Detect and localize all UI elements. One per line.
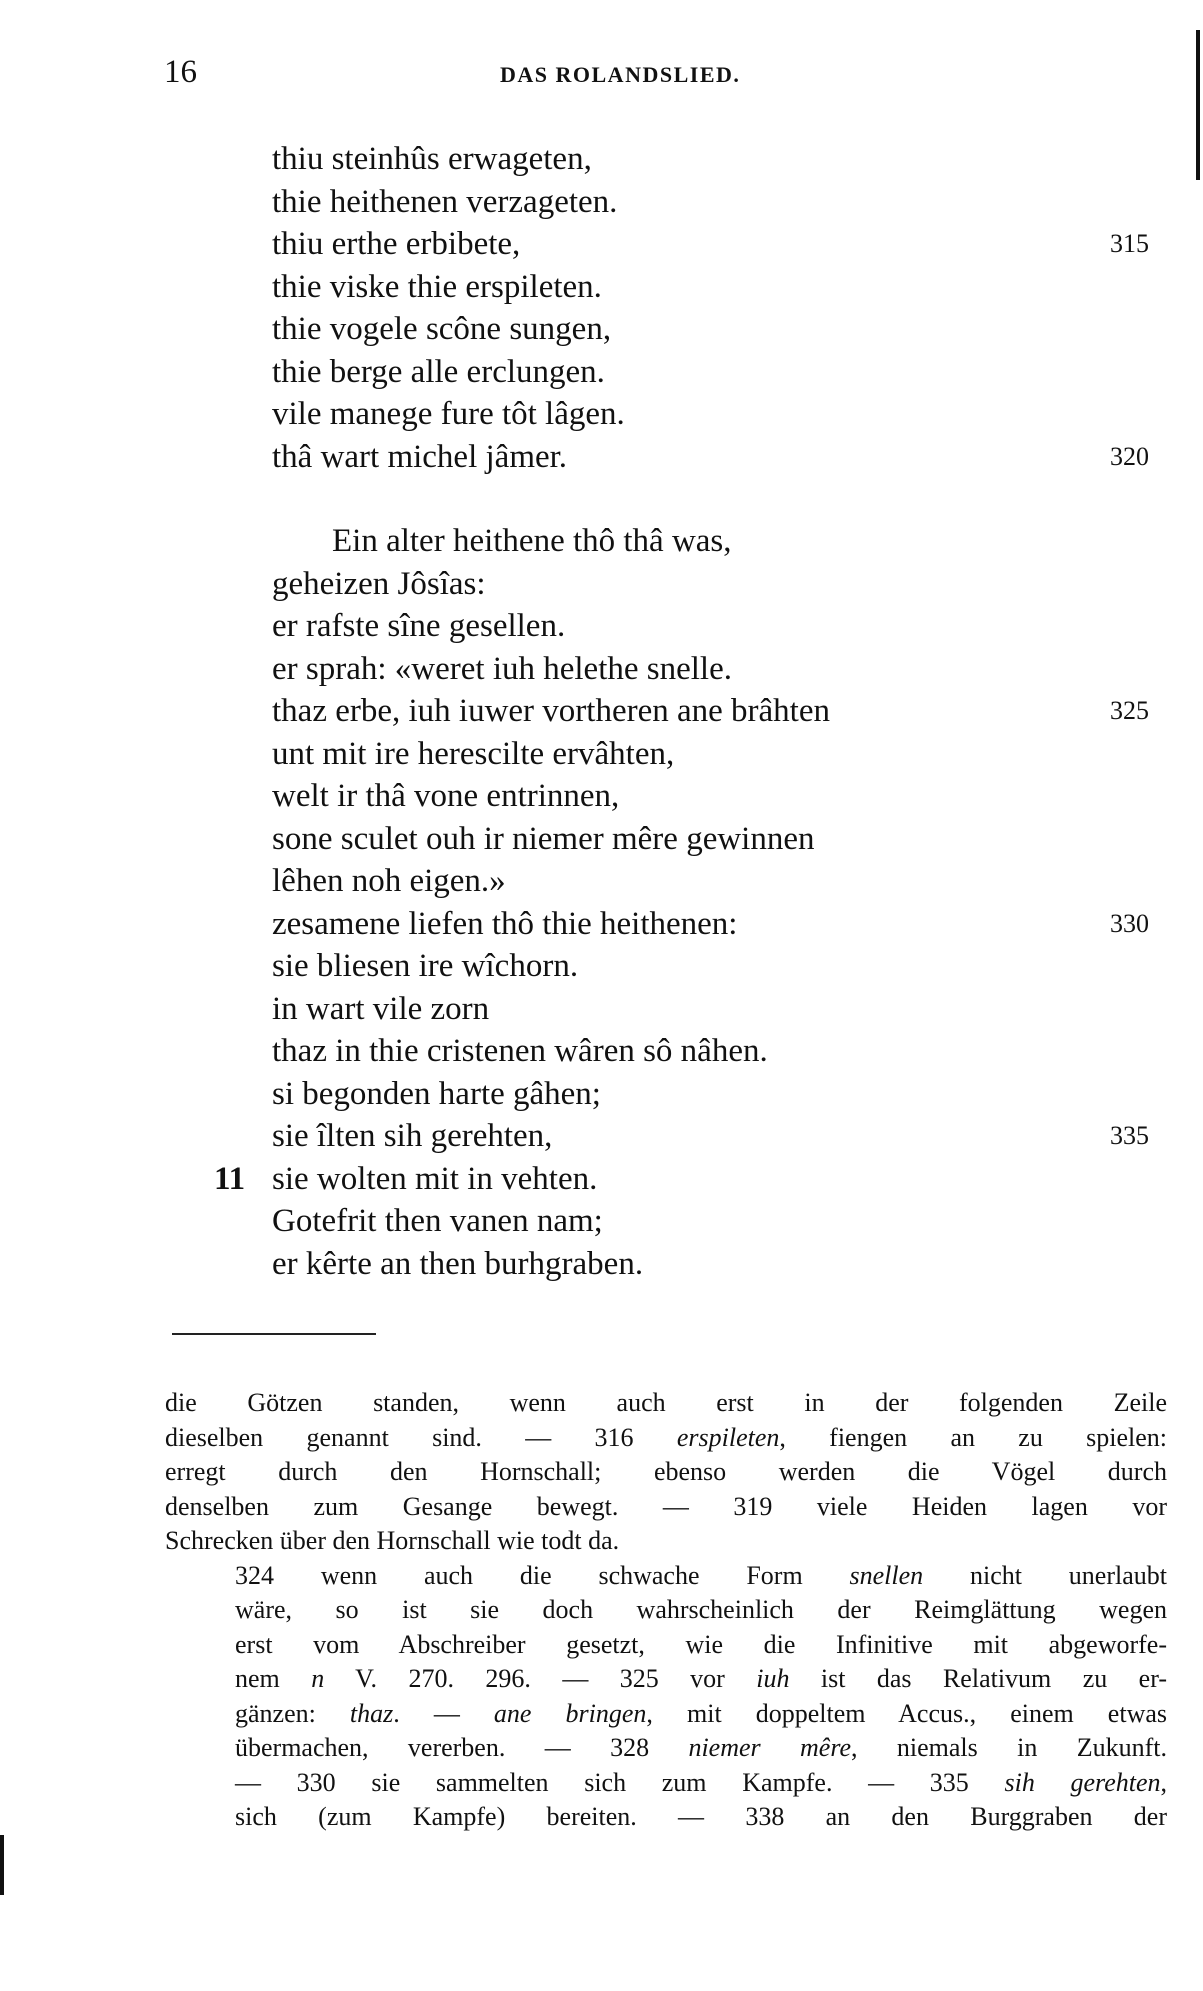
note-line: Schrecken über den Hornschall wie todt da.	[165, 1526, 620, 1555]
verse-text: thie berge alle erclungen.	[272, 353, 605, 390]
verse-line	[0, 1073, 1203, 1115]
page-edge-shadow-bottom	[0, 1835, 4, 1895]
verse-text: er kêrte an then burhgraben.	[272, 1245, 644, 1282]
verse-text: zesamene liefen thô thie heithenen:	[272, 905, 738, 942]
verse-text: unt mit ire herescilte ervâhten,	[272, 735, 675, 772]
verse-line	[0, 138, 1203, 180]
verse-line	[0, 266, 1203, 308]
line-number: 325	[1110, 696, 1149, 725]
verse-line	[0, 563, 1203, 605]
note-line: denselben zum Gesange bewegt. — 319 viele Heiden lagen vor	[165, 1491, 1167, 1521]
commentary-notes	[165, 1386, 1167, 1835]
verse-text: thâ wart michel jâmer.	[272, 438, 568, 475]
note-line: erregt durch den Hornschall; ebenso werden die Vögel durch	[165, 1457, 1167, 1486]
verse-line	[0, 945, 1203, 987]
note-line: — 330 sie sammelten sich zum Kampfe. — 335 sih gerehten,	[235, 1767, 1167, 1797]
margin-marker: 11	[214, 1160, 246, 1197]
verse-text: thaz erbe, iuh iuwer vortheren ane brâhten	[272, 693, 830, 729]
verse-line	[0, 181, 1203, 223]
verse-line	[0, 1243, 1203, 1285]
verse-line	[0, 1158, 1203, 1200]
verse-line	[0, 733, 1203, 775]
note-line: sich (zum Kampfe) bereiten. — 338 an den Burggraben der	[235, 1802, 1167, 1831]
verse-text: in wart vile zorn	[272, 990, 490, 1027]
page-header	[0, 54, 1203, 94]
verse-text: er sprah: «weret iuh helethe snelle.	[272, 650, 732, 687]
note-line: die Götzen standen, wenn auch erst in der folgenden Zeile	[165, 1388, 1167, 1417]
verse-line	[0, 1200, 1203, 1242]
verse-text: thie vogele scône sungen,	[272, 311, 612, 347]
verse-line	[0, 393, 1203, 435]
verse-text: thaz in thie cristenen wâren sô nâhen.	[272, 1033, 768, 1069]
verse-line	[0, 605, 1203, 647]
verse-text: sie bliesen ire wîchorn.	[272, 948, 579, 984]
verse-line	[0, 648, 1203, 690]
line-number: 320	[1110, 441, 1149, 471]
verse-text: sie wolten mit in vehten.	[272, 1160, 598, 1197]
verse-line	[0, 818, 1203, 860]
verse-text: vile manege fure tôt lâgen.	[272, 396, 625, 432]
verse-line	[0, 436, 1203, 478]
verse-text: si begonden harte gâhen;	[272, 1075, 601, 1112]
note-paragraph-2	[165, 1559, 1167, 1835]
note-line: nem n V. 270. 296. — 325 vor iuh ist das Relativum zu er-	[235, 1664, 1167, 1693]
verse-text: sone sculet ouh ir niemer mêre gewinnen	[272, 820, 815, 857]
verse-line	[0, 690, 1203, 732]
line-number: 335	[1110, 1121, 1149, 1150]
verse-line	[0, 223, 1203, 265]
note-line: dieselben genannt sind. — 316 erspileten, fiengen an zu spielen:	[165, 1422, 1167, 1452]
verse-text: thiu erthe erbibete,	[272, 226, 521, 262]
verse-text: Ein alter heithene thô thâ was,	[332, 523, 732, 559]
verse-line	[0, 351, 1203, 393]
note-line: 324 wenn auch die schwache Form snellen nicht unerlaubt	[235, 1560, 1167, 1590]
verse-line	[0, 775, 1203, 817]
verse-line	[0, 860, 1203, 902]
note-line: gänzen: thaz. — ane bringen, mit doppeltem Accus., einem etwas	[235, 1698, 1167, 1728]
verse-text: sie îlten sih gerehten,	[272, 1118, 553, 1154]
verse-text: thie viske thie erspileten.	[272, 268, 602, 305]
verse-line	[0, 903, 1203, 945]
running-title: DAS ROLANDSLIED.	[500, 62, 741, 87]
line-number: 330	[1110, 908, 1149, 938]
note-line: übermachen, vererben. — 328 niemer mêre, niemals in Zukunft.	[235, 1733, 1167, 1762]
verse-line	[0, 308, 1203, 350]
note-line: erst vom Abschreiber gesetzt, wie die Infinitive mit abgeworfe-	[235, 1629, 1167, 1659]
note-line: wäre, so ist sie doch wahrscheinlich der Reimglättung wegen	[235, 1595, 1167, 1624]
footnote-separator	[172, 1333, 376, 1335]
verse-text: Gotefrit then vanen nam;	[272, 1203, 603, 1239]
verse-text: thie heithenen verzageten.	[272, 183, 618, 220]
note-paragraph-1	[165, 1386, 1167, 1559]
verse-text: lêhen noh eigen.»	[272, 863, 506, 899]
verse-text: thiu steinhûs erwageten,	[272, 141, 592, 177]
verse-line	[0, 520, 1203, 562]
page-number: 16	[164, 54, 197, 90]
verse-text: welt ir thâ vone entrinnen,	[272, 778, 620, 814]
verse-line	[0, 1030, 1203, 1072]
verse-line	[0, 988, 1203, 1030]
verse-line	[0, 1115, 1203, 1157]
line-number: 315	[1110, 229, 1149, 258]
verse-text: geheizen Jôsîas:	[272, 565, 486, 602]
verse-text: er rafste sîne gesellen.	[272, 608, 566, 644]
